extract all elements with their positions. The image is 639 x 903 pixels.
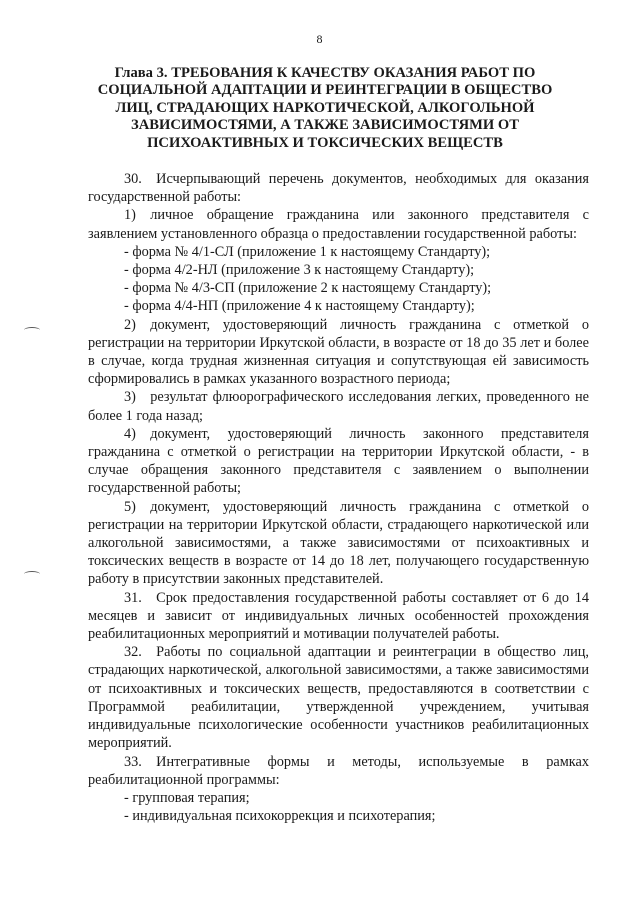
- form-item: - форма 4/2-НЛ (приложение 3 к настоящему Стандарту);: [124, 262, 475, 279]
- form-item: - форма № 4/3-СП (приложение 2 к настоящему Стандарту);: [124, 280, 492, 297]
- chapter-heading: Глава 3. ТРЕБОВАНИЯ К КАЧЕСТВУ ОКАЗАНИЯ РАБОТ ПО СОЦИАЛЬНОЙ АДАПТАЦИИ И РЕИНТЕГРАЦИИ В ОБЩЕСТВО ЛИЦ, СТРАДАЮЩИХ НАРКОТИЧЕСКОЙ, АЛКОГОЛЬНОЙ ЗАВИСИМОСТЯМИ, А ТАКЖЕ ЗАВИСИМОСТЯМИ ОТ ПСИХОАКТИВНЫХ И ТОКСИЧЕСКИХ ВЕЩЕСТВ: [97, 65, 553, 151]
- scan-mark: [24, 327, 40, 333]
- item-30-1: 1) личное обращение гражданина или законного представителя с заявлением установленного образца о предоставлении государственной работы:: [88, 207, 589, 242]
- page-number: 8: [316, 32, 323, 46]
- method-item: - индивидуальная психокоррекция и психотерапия;: [124, 808, 436, 825]
- form-item: - форма 4/4-НП (приложение 4 к настоящему Стандарту);: [124, 298, 475, 315]
- item-30-4: 4) документ, удостоверяющий личность законного представителя гражданина с отметкой о регистрации на территории Иркутской области, - в случае обращения законного представителя с заявлением о выполнении государственной работы;: [88, 425, 589, 497]
- paragraph-33: 33. Интегративные формы и методы, используемые в рамках реабилитационной программы:: [88, 753, 589, 788]
- method-item: - групповая терапия;: [124, 789, 250, 806]
- item-30-3: 3) результат флюорографического исследования легких, проведенного не более 1 года назад;: [88, 389, 589, 424]
- document-body: [88, 170, 589, 825]
- item-30-5: 5) документ, удостоверяющий личность гражданина с отметкой о регистрации на территории Иркутской области, страдающего наркотической или алкогольной зависимостями, а также зависимостями от психоактивных и токсических веществ в возрасте от 14 до 18 лет, получающего государственную работу в присутствии законных представителей.: [88, 498, 589, 588]
- paragraph-30: 30. Исчерпывающий перечень документов, необходимых для оказания государственной работы:: [88, 171, 589, 206]
- item-30-2: 2) документ, удостоверяющий личность гражданина с отметкой о регистрации на территории Иркутской области, в возрасте от 18 до 35 лет и более в случае, когда трудная жизненная ситуация и сопутствующая ей зависимость сформировались в рамках указанного возрастного периода;: [88, 316, 589, 388]
- form-item: - форма № 4/1-СЛ (приложение 1 к настоящему Стандарту);: [124, 243, 491, 260]
- paragraph-31: 31. Срок предоставления государственной работы составляет от 6 до 14 месяцев и зависит от индивидуальных личных особенностей прохождения реабилитационных мероприятий и мотивации получателей работы.: [88, 589, 589, 643]
- scan-mark: [24, 571, 40, 577]
- paragraph-32: 32. Работы по социальной адаптации и реинтеграции в общество лиц, страдающих наркотической, алкогольной зависимостями, а также зависимостями от психоактивных и токсических веществ, предоставляются в соответствии с Программой реабилитации, утвержденной учреждением, учитывая индивидуальные психологические особенности участников реабилитационных мероприятий.: [88, 644, 589, 752]
